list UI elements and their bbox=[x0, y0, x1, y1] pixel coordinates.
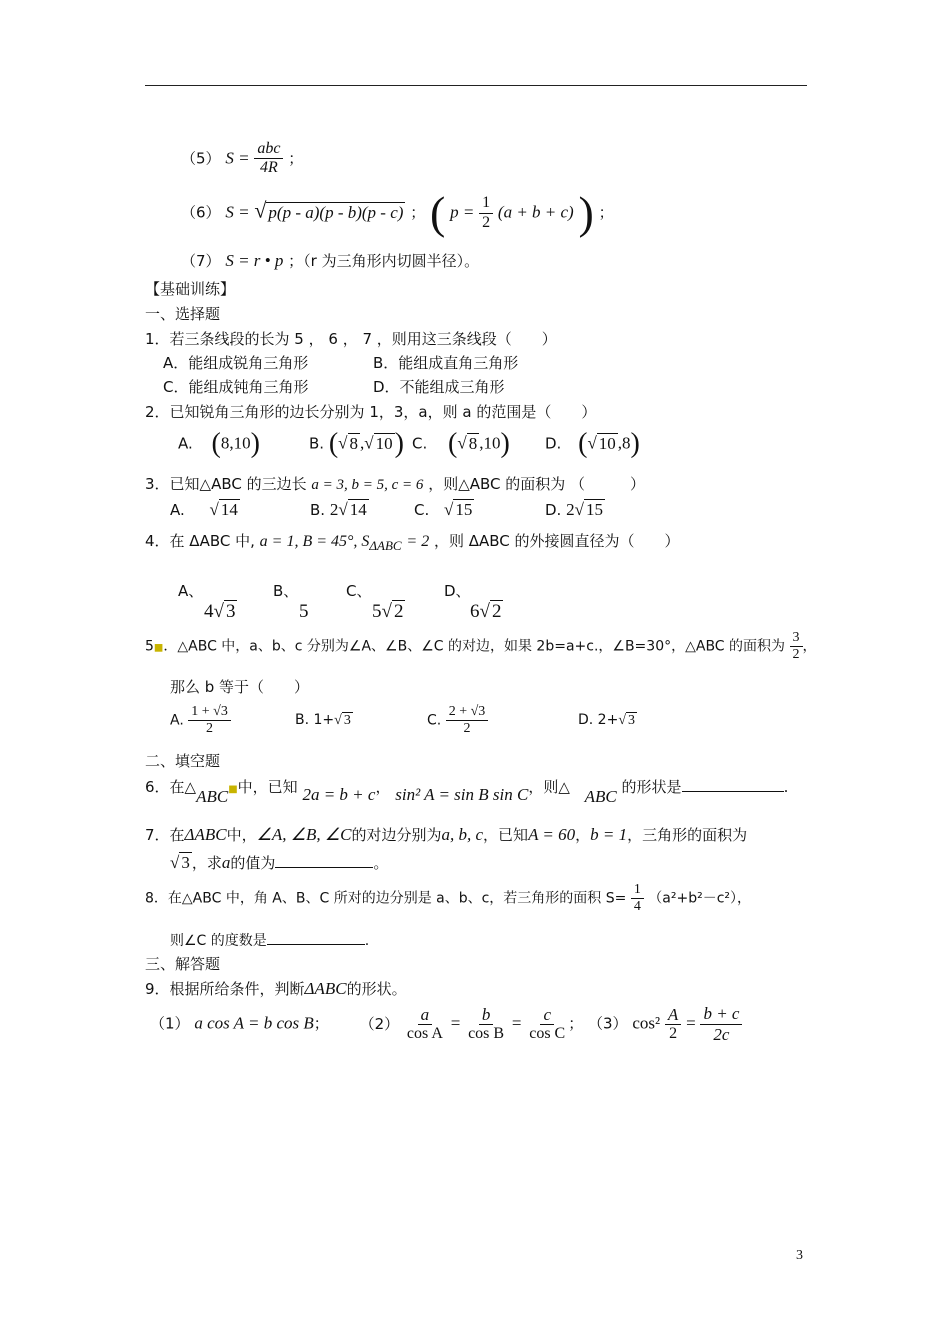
q5-option-c: C. $\frac{2 + √3}{2}$ bbox=[427, 704, 488, 737]
q3-stem: 3．已知△ABC 的三边长 a = 3, b = 5, c = 6 ，则△ABC 的面积为 （ ） bbox=[145, 475, 646, 493]
q1-option-c: C．能组成钝角三角形 bbox=[163, 378, 309, 396]
formula-6: （6） S = √ p(p - a)(p - b)(p - c) ； ( p = $\frac{1}{2}$ (a + b + c) ) ； bbox=[181, 187, 614, 238]
q7-stem: 7．在ΔABC中，∠A, ∠B, ∠C的对边分别为a, b, c，已知A = 60，b = 1，三角形的面积为 bbox=[145, 825, 748, 844]
q7-line2: √ 3 ，求a的值为 。 bbox=[170, 853, 389, 872]
q6-stem: 6．在△ABC■中，已知 2a = b + c， sin² A = sin B sin C，则△ ABC 的形状是 . bbox=[145, 778, 789, 806]
formula-label: （5） bbox=[181, 149, 221, 168]
q5-line2: 那么 b 等于（ ） bbox=[170, 678, 310, 696]
answer-blank[interactable] bbox=[267, 943, 365, 945]
q9-parts: （1） a cos A = b cos B； （2） $\frac{a}{\text{cos A}}$ = $\frac{b}{\text{cos B}}$ = $\frac{c}{\text{cos C}}$ ； （3） cos² $\frac{A}{2}$ = $\frac{b + c}{2c}$ bbox=[150, 1004, 742, 1044]
q8-line2: 则∠C 的度数是 . bbox=[170, 933, 370, 949]
q4-option-b: B、 5 bbox=[273, 582, 309, 622]
q4-option-c: C、 5√ 2 bbox=[346, 582, 404, 622]
q1-option-d: D．不能组成三角形 bbox=[373, 378, 505, 396]
fraction: $\frac{1}{2}$ bbox=[479, 194, 493, 232]
page-number: 3 bbox=[796, 1248, 803, 1263]
header-rule bbox=[145, 85, 807, 86]
q5-option-b: B. 1+√ 3 bbox=[295, 712, 351, 728]
q5-option-a: A. $\frac{1 + √3}{2}$ bbox=[170, 704, 231, 737]
q3-option-c: C. √ 15 bbox=[414, 500, 473, 519]
q2-option-d: D. (√ 10 ,8) bbox=[545, 428, 640, 459]
q1-stem: 1．若三条线段的长为 5 ， 6 ， 7 ，则用这三条线段（ ） bbox=[145, 330, 557, 348]
section-solution: 三、解答题 bbox=[145, 955, 221, 973]
answer-blank[interactable] bbox=[682, 790, 784, 792]
q3-option-d: D. 2√ 15 bbox=[545, 500, 603, 519]
q2-option-a: A. (8,10) bbox=[178, 428, 260, 459]
answer-blank[interactable] bbox=[275, 866, 373, 868]
q3-option-a: A. √ 14 bbox=[170, 500, 238, 519]
q5-option-d: D. 2+√ 3 bbox=[578, 712, 636, 728]
q4-stem: 4．在 ΔABC 中, a = 1, B = 45°, $S_{\Delta ABC} = 2$ ，则 ΔABC 的外接圆直径为（ ） bbox=[145, 532, 680, 553]
q2-option-c: C. (√ 8 ,10) bbox=[412, 428, 510, 459]
q3-option-b: B. 2√ 14 bbox=[310, 500, 367, 519]
q4-option-d: D、 6√ 2 bbox=[444, 582, 502, 622]
q1-option-b: B．能组成直角三角形 bbox=[373, 354, 519, 372]
section-basic-training: 【基础训练】 bbox=[145, 280, 236, 298]
formula-lhs: S = bbox=[225, 148, 250, 168]
fraction: $\frac{3}{2}$ bbox=[790, 630, 803, 663]
q9-stem: 9．根据所给条件，判断ΔABC的形状。 bbox=[145, 979, 407, 998]
q4-option-a: A、 4√ 3 bbox=[178, 582, 236, 622]
fraction: $\frac{\text{abc}}{4R}$ bbox=[254, 140, 283, 178]
section-choice: 一、选择题 bbox=[145, 305, 221, 323]
section-fill-blank: 二、填空题 bbox=[145, 752, 221, 770]
q1-option-a: A．能组成锐角三角形 bbox=[163, 354, 309, 372]
formula-7: （7） S = r • p ；（r 为三角形内切圆半径）。 bbox=[181, 251, 480, 270]
q5-stem: 5■．△ABC 中，a、b、c 分别为∠A、∠B、∠C 的对边，如果 2b=a+c.，∠B=30°，△ABC 的面积为 $\frac{3}{2}$ ， bbox=[145, 630, 817, 663]
q2-option-b: B. (√ 8 ,√ 10) bbox=[309, 428, 404, 459]
q2-stem: 2．已知锐角三角形的边长分别为 1，3，a，则 a 的范围是（ ） bbox=[145, 403, 597, 421]
formula-5: （5） S = $\frac{\text{abc}}{4R}$ ； bbox=[181, 140, 304, 177]
radicand: p(p - a)(p - b)(p - c) bbox=[268, 202, 404, 222]
q8-stem: 8．在△ABC 中，角 A、B、C 所对的边分别是 a、b、c，若三角形的面积 S= $\frac{1}{4}$ （a²+b²－c²）， bbox=[145, 882, 752, 915]
